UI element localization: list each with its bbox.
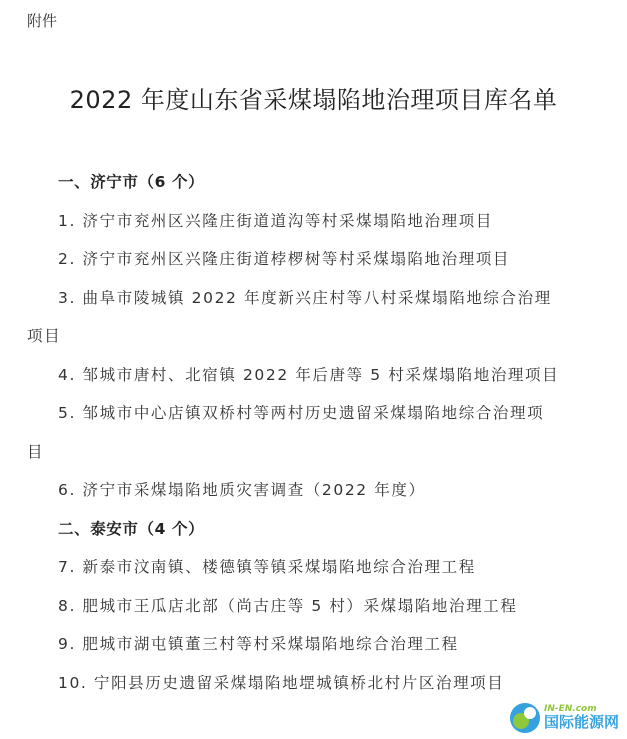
list-item-continuation: 目 [27, 443, 45, 461]
list-item: 4. 邹城市唐村、北宿镇 2022 年后唐等 5 村采煤塌陷地治理项目 [58, 366, 560, 384]
list-item: 7. 新泰市汶南镇、楼德镇等镇采煤塌陷地综合治理工程 [58, 558, 476, 576]
watermark [510, 703, 619, 733]
watermark-text [544, 705, 619, 730]
list-item: 8. 肥城市王瓜店北部（尚古庄等 5 村）采煤塌陷地治理工程 [58, 597, 518, 615]
attachment-label: 附件 [27, 12, 58, 30]
in-en-logo-icon [510, 703, 540, 733]
section-heading-taian: 二、泰安市（4 个） [58, 520, 205, 538]
page-title: 2022 年度山东省采煤塌陷地治理项目库名单 [69, 86, 558, 114]
list-item: 5. 邹城市中心店镇双桥村等两村历史遗留采煤塌陷地综合治理项 [58, 404, 545, 422]
list-item: 1. 济宁市兖州区兴隆庄街道道沟等村采煤塌陷地治理项目 [58, 212, 493, 230]
list-item: 2. 济宁市兖州区兴隆庄街道桲椤树等村采煤塌陷地治理项目 [58, 250, 511, 268]
section-heading-jining: 一、济宁市（6 个） [58, 173, 205, 191]
list-item: 6. 济宁市采煤塌陷地质灾害调查（2022 年度） [58, 481, 426, 499]
list-item: 3. 曲阜市陵城镇 2022 年度新兴庄村等八村采煤塌陷地综合治理 [58, 289, 552, 307]
watermark-small-text: IN-EN.com [543, 704, 597, 715]
list-item: 10. 宁阳县历史遗留采煤塌陷地堽城镇桥北村片区治理项目 [58, 674, 505, 692]
list-item-continuation: 项目 [27, 327, 62, 345]
list-item: 9. 肥城市湖屯镇董三村等村采煤塌陷地综合治理工程 [58, 635, 459, 653]
watermark-big-text: 国际能源网 [543, 712, 619, 731]
